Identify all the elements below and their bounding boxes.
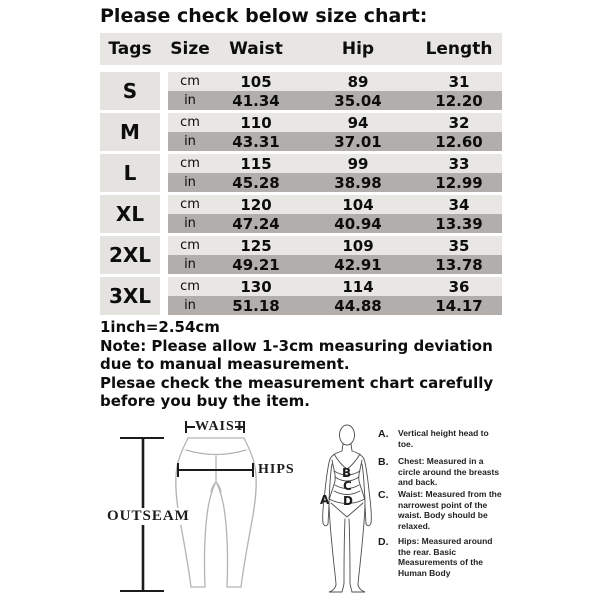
deviation-note: Note: Please allow 1-3cm measuring deviation due to manual measurement.: [100, 336, 493, 373]
notes-block: [100, 318, 502, 411]
table-row-cm: [168, 195, 502, 214]
unit-label: in: [184, 257, 196, 272]
length-value: 31: [448, 72, 470, 91]
annotation-text: Hips: Measured around the rear. Basic Measurements of the Human Body: [398, 536, 493, 578]
hip-value: 114: [342, 277, 374, 296]
size-table: [100, 33, 502, 318]
waist-value: 125: [240, 236, 272, 255]
table-row-cm: [168, 277, 502, 296]
header-length: Length: [425, 39, 493, 59]
length-value: 13.39: [435, 214, 483, 233]
hip-value: 40.94: [334, 214, 382, 233]
length-value: 34: [448, 195, 470, 214]
waist-value: 105: [240, 72, 272, 91]
unit-label: cm: [180, 74, 200, 89]
header-size: Size: [170, 39, 210, 59]
waist-value: 41.34: [232, 91, 280, 110]
annotation-letter: D.: [378, 536, 389, 548]
figure-label-d: D: [343, 494, 353, 508]
size-tag: 3XL: [100, 277, 160, 315]
pants-sketch: [98, 412, 328, 600]
unit-label: in: [184, 298, 196, 313]
length-value: 36: [448, 277, 470, 296]
header-waist: Waist: [229, 39, 283, 59]
hip-value: 104: [342, 195, 374, 214]
waist-label: WAIST: [195, 419, 246, 434]
waist-value: 130: [240, 277, 272, 296]
hip-value: 38.98: [334, 173, 382, 192]
annotation-item-c: [378, 489, 514, 531]
unit-label: cm: [180, 156, 200, 171]
unit-label: cm: [180, 197, 200, 212]
page-title: Please check below size chart:: [100, 5, 428, 27]
figure-label-a: A: [320, 493, 330, 507]
table-row-cm: [168, 154, 502, 173]
annotation-text: Waist: Measured from the narrowest point of the waist. Body should be relaxed.: [398, 489, 502, 531]
waist-value: 49.21: [232, 255, 280, 274]
annotation-item-a: [378, 428, 514, 449]
length-value: 13.78: [435, 255, 483, 274]
table-row-in: [168, 214, 502, 233]
hip-value: 89: [347, 72, 369, 91]
table-row-in: [168, 91, 502, 110]
header-hip: Hip: [341, 39, 375, 59]
annotation-letter: A.: [378, 428, 389, 440]
unit-label: in: [184, 93, 196, 108]
conversion-note: 1inch=2.54cm: [100, 318, 220, 336]
length-value: 32: [448, 113, 470, 132]
length-value: 35: [448, 236, 470, 255]
length-value: 12.60: [435, 132, 483, 151]
header-tags: Tags: [108, 39, 152, 59]
waist-value: 120: [240, 195, 272, 214]
table-row-in: [168, 173, 502, 192]
hip-value: 44.88: [334, 296, 382, 315]
waist-value: 115: [240, 154, 272, 173]
size-tag: M: [100, 113, 160, 151]
length-value: 12.20: [435, 91, 483, 110]
table-row-cm: [168, 72, 502, 91]
table-row-group-s: [100, 72, 502, 110]
table-row-cm: [168, 236, 502, 255]
waist-value: 47.24: [232, 214, 280, 233]
table-row-in: [168, 296, 502, 315]
annotation-letter: B.: [378, 456, 389, 468]
waist-value: 110: [240, 113, 272, 132]
hip-value: 42.91: [334, 255, 382, 274]
check-note: Plesae check the measurement chart carefully before you buy the item.: [100, 373, 494, 410]
table-row-in: [168, 132, 502, 151]
annotation-letter: C.: [378, 489, 389, 501]
outseam-label: OUTSEAM: [104, 508, 193, 525]
length-value: 12.99: [435, 173, 483, 192]
hip-value: 99: [347, 154, 369, 173]
hip-value: 37.01: [334, 132, 382, 151]
hip-value: 35.04: [334, 91, 382, 110]
hip-value: 109: [342, 236, 374, 255]
unit-label: cm: [180, 238, 200, 253]
unit-label: in: [184, 134, 196, 149]
figure-label-b: B: [342, 466, 352, 480]
table-row-group-3xl: [100, 277, 502, 315]
unit-label: cm: [180, 279, 200, 294]
measurement-annotations: [378, 428, 514, 594]
size-tag: XL: [100, 195, 160, 233]
waist-value: 51.18: [232, 296, 280, 315]
table-row-group-l: [100, 154, 502, 192]
unit-label: cm: [180, 115, 200, 130]
annotation-item-b: [378, 456, 514, 488]
table-row-group-2xl: [100, 236, 502, 274]
unit-label: in: [184, 175, 196, 190]
annotation-text: Vertical height head to toe.: [398, 428, 489, 449]
table-row-group-m: [100, 113, 502, 151]
size-tag: 2XL: [100, 236, 160, 274]
unit-label: in: [184, 216, 196, 231]
annotation-item-d: [378, 536, 514, 578]
size-tag: L: [100, 154, 160, 192]
table-row-cm: [168, 113, 502, 132]
size-tag: S: [100, 72, 160, 110]
annotation-text: Chest: Measured in a circle around the breasts and back.: [398, 456, 500, 487]
length-value: 33: [448, 154, 470, 173]
table-row-group-xl: [100, 195, 502, 233]
length-value: 14.17: [435, 296, 483, 315]
size-table-header: [100, 33, 502, 65]
waist-value: 43.31: [232, 132, 280, 151]
hip-value: 94: [347, 113, 369, 132]
figure-label-c: C: [343, 479, 352, 493]
waist-value: 45.28: [232, 173, 280, 192]
pants-measurement-diagram: [98, 412, 328, 600]
table-row-in: [168, 255, 502, 274]
hips-label: HIPS: [258, 462, 295, 477]
